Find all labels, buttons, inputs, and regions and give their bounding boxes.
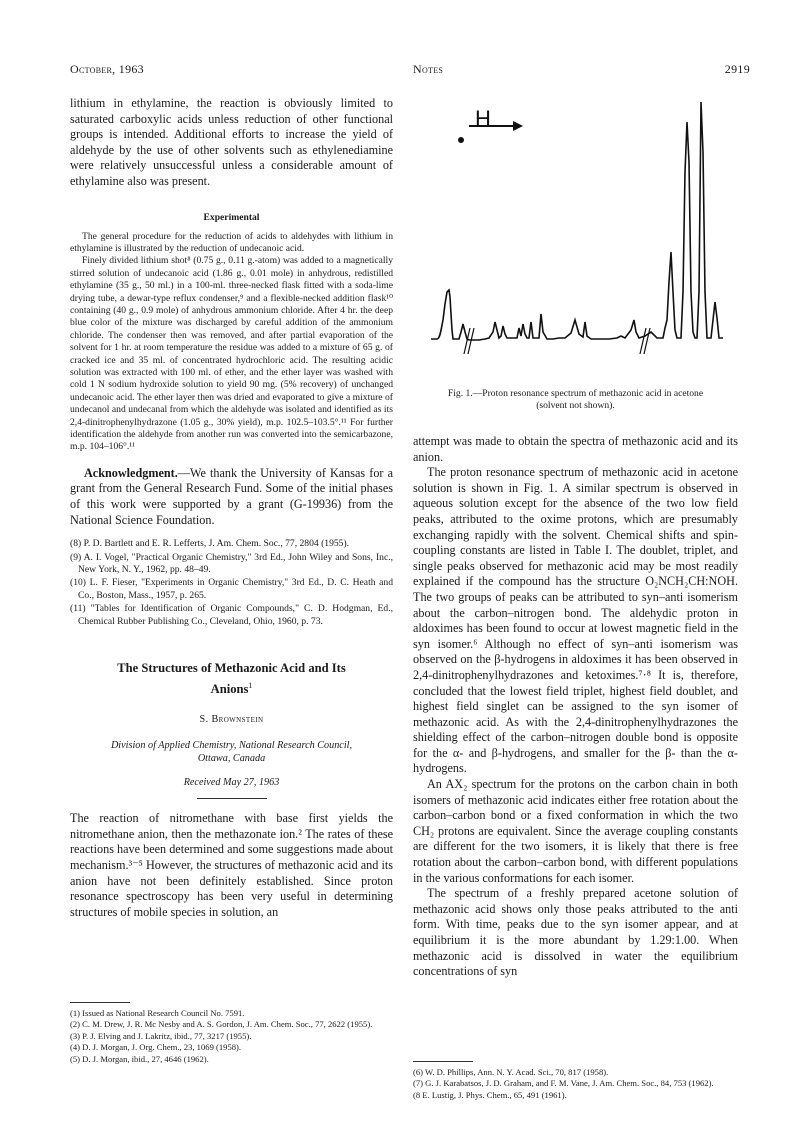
- footnotes-left: [70, 1002, 393, 1065]
- divider: [197, 798, 267, 799]
- reference-item: (8) P. D. Bartlett and E. R. Lefferts, J. Am. Chem. Soc., 77, 2804 (1955).: [70, 538, 350, 550]
- field-direction-label: H: [475, 106, 491, 131]
- author: S. Brownstein: [199, 714, 264, 726]
- dot-marker: [458, 137, 464, 143]
- right-column: [413, 92, 738, 980]
- arrowhead-icon: [513, 121, 523, 131]
- article-paragraph: An AX₂ spectrum for the protons on the carbon chain in both isomers of methazonic acid indicates either free rotation about the carbon–carbon bond or a fixed conformation in which the two CH₂ protons are equivalent. Since the average coupling constants are different for the two isomers, it is likely that there is free rotation about the carbon–carbon bond, with different populations in the various conformations for each isomer.: [413, 777, 738, 885]
- nmr-spectrum-figure: [413, 92, 738, 382]
- footnote-item: (7) G. J. Karabatsos, J. D. Graham, and F. M. Vane, J. Am. Chem. Soc., 84, 753 (1962).: [413, 1078, 714, 1089]
- footnotes-right: [413, 1061, 738, 1101]
- footnote-item: (2) C. M. Drew, J. R. Mc Nesby and A. S. Gordon, J. Am. Chem. Soc., 77, 2622 (1955).: [70, 1019, 373, 1030]
- footnote-rule: [70, 1002, 130, 1003]
- right-body-text: [413, 434, 738, 980]
- reference-list: [70, 538, 393, 628]
- axis-break-marks: [464, 328, 650, 354]
- running-header-date: October, 1963: [70, 62, 144, 76]
- spectrum-trace: [431, 102, 723, 340]
- running-header-section: Notes: [413, 62, 444, 76]
- affiliation-line: Ottawa, Canada: [197, 753, 266, 765]
- acknowledgment-heading: Acknowledgment.: [84, 465, 178, 480]
- affiliation: [70, 739, 393, 765]
- footnote-item: (3) P. J. Elving and J. Lakritz, ibid., 77, 3217 (1955).: [70, 1030, 252, 1041]
- page-number: 2919: [724, 62, 750, 76]
- received-date: Received May 27, 1963: [183, 777, 280, 789]
- figure-caption: [413, 388, 738, 412]
- reference-item: (10) L. F. Fieser, "Experiments in Organic Chemistry," 3rd Ed., D. C. Heath and Co., Boston, Mass., 1957, p. 265.: [70, 577, 393, 601]
- article-paragraph: The proton resonance spectrum of methazonic acid in acetone solution is shown in Fig. 1. A similar spectrum is observed in aqueous solution except for the absence of the two low field peaks, attributed to the oxime protons, which are presumably exchanging rapidly with the solvent. Chemical shifts and spin-coupling constants are listed in Table I. The doublet, triplet, and single peaks observed for methazonic acid may be most readily explained if the compound has the structure O₂NCH₂CH:NOH. The two groups of peaks can be attributed to syn–anti isomerism about the carbon–nitrogen bond. The aldehydic proton in aldoximes has been found to occur at lowest magnetic field in the syn isomer.⁶ Although no effect of syn–anti isomerism was observed on the β-hydrogens in aldoximes it has been observed in 2,4-dinitrophenylhydrazones and ketoximes.⁷·⁸ It is, therefore, concluded that the lowest field triplet, highest field doublet, and highest field singlet can be assigned to the syn isomer of methazonic acid. As with the 2,4-dinitrophenylhydrazones the shielding effect of the carbon–nitrogen double bond is opposite for the α- and β-hydrogens, and smaller for the β- than the α-hydrogens.: [413, 465, 738, 776]
- article-paragraph: The spectrum of a freshly prepared acetone solution of methazonic acid shows only those peaks attributed to the anti form. With time, peaks due to the syn isomer appear, and at equilibrium it is the more abundant by 1.29:1.00. When methazonic acid is dissolved in water the equilibrium concentrations of syn: [413, 886, 738, 979]
- footnote-item: (4) D. J. Morgan, J. Org. Chem., 23, 1069 (1958).: [70, 1042, 242, 1053]
- footnote-item: (6) W. D. Phillips, Ann. N. Y. Acad. Sci., 70, 817 (1958).: [413, 1067, 609, 1077]
- figure-caption-line: (solvent not shown).: [536, 400, 615, 411]
- title-footnote-mark: 1: [248, 681, 253, 691]
- article-paragraph: attempt was made to obtain the spectra of methazonic acid and its anion.: [413, 434, 738, 464]
- reference-item: (11) "Tables for Identification of Organic Compounds," C. D. Hodgman, Ed., Chemical Rubber Publishing Co., Cleveland, Ohio, 1960, p. 73.: [70, 603, 393, 627]
- figure-caption-line: Fig. 1.—Proton resonance spectrum of methazonic acid in acetone: [447, 388, 704, 399]
- footnote-item: (5) D. J. Morgan, ibid., 27, 4646 (1962).: [70, 1053, 209, 1064]
- footnote-item: (1) Issued as National Research Council No. 7591.: [70, 1008, 245, 1018]
- footnote-rule: [413, 1061, 473, 1062]
- nmr-spectrum-plot: [413, 92, 738, 382]
- left-column: [70, 96, 393, 920]
- article-title: [70, 660, 393, 698]
- acknowledgment: [70, 466, 393, 528]
- article-title-line: The Structures of Methazonic Acid and Its: [117, 661, 346, 676]
- acknowledgment-text: —We thank the University of Kansas for a grant from the General Research Fund. Some of the initial phases of this work were supported by a grant (G-19936) from the National Science Foundation.: [70, 465, 393, 527]
- experimental-paragraph: Finely divided lithium shot⁸ (0.75 g., 0.11 g.-atom) was added to a magnetically stirred solution of undecanoic acid (1.86 g., 0.01 mole) in anhydrous, redistilled ethylamine (35 g., 50 ml.) in a 100-ml. three-necked flask fitted with a soda-lime drying tube, a dewar-type reflux condenser,⁹ and a flexible-necked addition flask¹⁰ containing (40 g., 0.9 mole) of anhydrous ammonium chloride. After 4 hr. the deep blue color of the mixture was discharged by careful addition of the ammonium chloride. The condenser then was removed, and after partial evaporation of the solvent for 1 hr. at room temperature the residue was added to a mixture of 65 g. of cracked ice and 35 ml. of concentrated hydrochloric acid. The resulting acidic solution was extracted with 100 ml. of ether, and the ether layer was washed with cold 1 N sodium hydroxide solution to yield 90 mg. (5% recovery) of unchanged undecanoic acid. The ether layer then was dried and evaporated to give a mixture of undecanol and undecanal from which the aldehyde was isolated and identified as its 2,4-dinitrophenylhydrazone (1.05 g., 30% yield), m.p. 102.5–103.5°.¹¹ For further identification the aldehyde from another run was converted into the semicarbazone, m.p. 104–106°.¹¹: [70, 255, 393, 453]
- intro-paragraph: lithium in ethylamine, the reaction is obviously limited to saturated carboxylic acids unless reduction of other functional groups is intended. Additional efforts to increase the yield of aldehyde by the use of other solvents such as ethylenediamine were relatively unsuccessful unless a considerable amount of ethylamine also was present.: [70, 96, 393, 188]
- affiliation-line: Division of Applied Chemistry, National Research Council,: [110, 740, 353, 752]
- footnote-item: (8 E. Lustig, J. Phys. Chem., 65, 491 (1961).: [413, 1089, 567, 1100]
- article-paragraph: The reaction of nitromethane with base first yields the nitromethane anion, then the methazonate ion.² The rates of these reactions have been determined and some suggestions made about mechanism.³⁻⁵ However, the structures of methazonic acid and its anion have not been definitely established. Since proton resonance spectroscopy has been very useful in determining structures of mobile species in solution, an: [70, 811, 393, 919]
- article-title-line: Anions: [210, 682, 249, 697]
- experimental-paragraph: The general procedure for the reduction of acids to aldehydes with lithium in ethylamine is illustrated by the reduction of undecanoic acid.: [70, 230, 393, 254]
- reference-item: (9) A. I. Vogel, "Practical Organic Chemistry," 3rd Ed., John Wiley and Sons, Inc., New York, N. Y., 1962, pp. 48–49.: [70, 551, 393, 576]
- experimental-heading: Experimental: [203, 211, 260, 223]
